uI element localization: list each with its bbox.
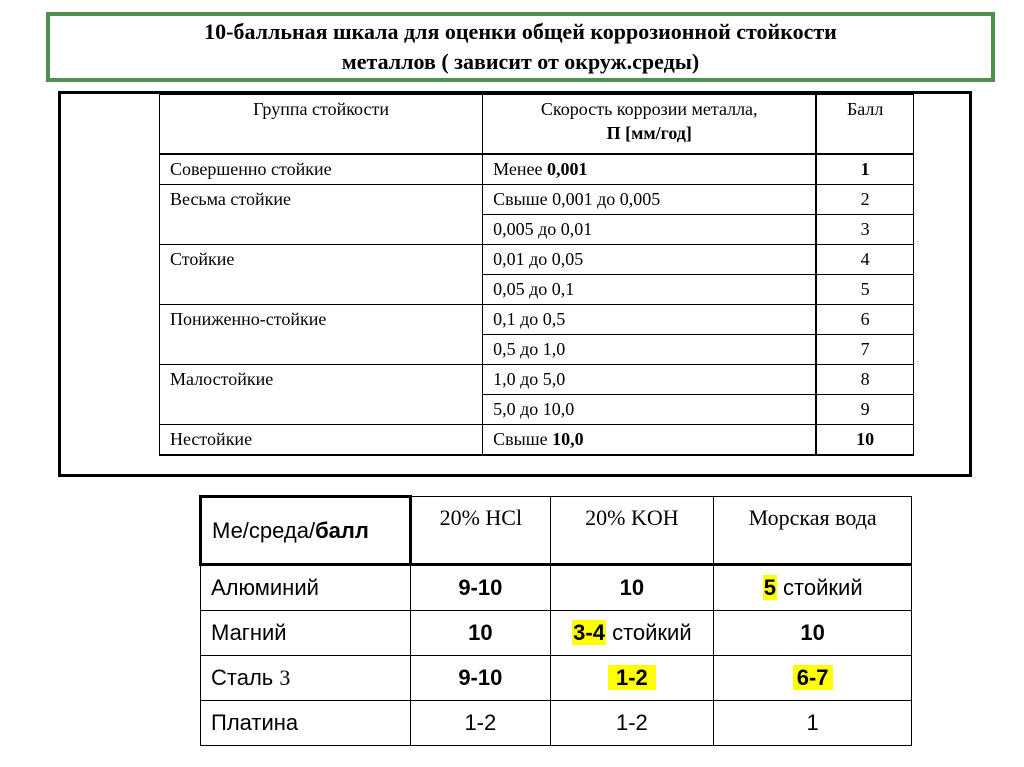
- table-row: [160, 275, 914, 305]
- table-row: [160, 185, 914, 215]
- hcl-cell: 9-10: [411, 656, 550, 701]
- koh-cell: 3-4 стойкий: [550, 611, 714, 656]
- header-sea-water: Морская вода: [714, 497, 912, 565]
- table-row: [160, 425, 914, 456]
- header-score: Балл: [816, 95, 913, 155]
- sea-cell: 1: [714, 701, 912, 746]
- title-line-1: 10-балльная шкала для оценки общей коррозионной стойкости: [204, 19, 837, 44]
- koh-cell: 1-2: [550, 701, 714, 746]
- table-row: [160, 215, 914, 245]
- metal-cell: Алюминий: [201, 565, 411, 611]
- header-hcl: 20% HCl: [411, 497, 550, 565]
- highlight: 3-4: [573, 620, 605, 645]
- table-row: [160, 335, 914, 365]
- header-rate-line-1: Скорость коррозии металла,: [540, 99, 758, 119]
- media-table: [199, 495, 912, 746]
- media-table-header-row: [201, 497, 912, 565]
- table-row: [160, 154, 914, 185]
- metal-cell: Платина: [201, 701, 411, 746]
- score-cell: 5: [816, 275, 913, 305]
- rate-cell: 0,05 до 0,1: [483, 275, 817, 305]
- group-cell: Стойкие: [160, 245, 483, 275]
- score-cell: 1: [816, 154, 913, 185]
- title-line-2: металлов ( зависит от окруж.среды): [341, 49, 700, 74]
- rate-cell: Менее 0,001: [483, 154, 817, 185]
- score-cell: 4: [816, 245, 913, 275]
- highlight: 6-7: [793, 665, 833, 690]
- group-cell: [160, 335, 483, 365]
- table-row: [160, 395, 914, 425]
- sea-cell: [714, 656, 912, 701]
- rate-cell: Свыше 10,0: [483, 425, 817, 456]
- group-cell: Пониженно-стойкие: [160, 305, 483, 335]
- sea-cell: 10: [714, 611, 912, 656]
- highlight: 1-2: [608, 665, 656, 690]
- hcl-cell: 1-2: [411, 701, 550, 746]
- rate-cell: 0,1 до 0,5: [483, 305, 817, 335]
- metal-cell: Магний: [201, 611, 411, 656]
- header-metal-medium-score: Ме/среда/балл: [201, 497, 411, 565]
- group-cell: Нестойкие: [160, 425, 483, 456]
- koh-cell: [550, 656, 714, 701]
- table-row: [160, 305, 914, 335]
- rate-cell: 1,0 до 5,0: [483, 365, 817, 395]
- score-cell: 8: [816, 365, 913, 395]
- group-cell: Малостойкие: [160, 365, 483, 395]
- sea-cell: 5 стойкий: [714, 565, 912, 611]
- header-rate: [483, 95, 817, 155]
- group-cell: [160, 395, 483, 425]
- group-cell: Совершенно стойкие: [160, 154, 483, 185]
- scale-table-header-row: [160, 95, 914, 155]
- rate-cell: Свыше 0,001 до 0,005: [483, 185, 817, 215]
- corrosion-scale-table: [159, 94, 914, 456]
- score-cell: 3: [816, 215, 913, 245]
- koh-cell: 10: [550, 565, 714, 611]
- table-row: [160, 245, 914, 275]
- group-cell: Весьма стойкие: [160, 185, 483, 215]
- header-rate-line-2: П [мм/год]: [606, 123, 692, 143]
- table-row: [201, 701, 912, 746]
- page-title: [204, 17, 837, 77]
- highlight: 5: [763, 575, 776, 600]
- header-koh: 20% KOH: [550, 497, 714, 565]
- header-group: Группа стойкости: [160, 95, 483, 155]
- table-row: [160, 365, 914, 395]
- rate-cell: 0,005 до 0,01: [483, 215, 817, 245]
- metal-cell: Сталь 3: [201, 656, 411, 701]
- table-row: [201, 611, 912, 656]
- score-cell: 6: [816, 305, 913, 335]
- score-cell: 7: [816, 335, 913, 365]
- score-cell: 10: [816, 425, 913, 456]
- title-box: [46, 12, 995, 82]
- table-row: [201, 656, 912, 701]
- rate-cell: 0,5 до 1,0: [483, 335, 817, 365]
- hcl-cell: 10: [411, 611, 550, 656]
- rate-cell: 5,0 до 10,0: [483, 395, 817, 425]
- rate-cell: 0,01 до 0,05: [483, 245, 817, 275]
- score-cell: 2: [816, 185, 913, 215]
- score-cell: 9: [816, 395, 913, 425]
- group-cell: [160, 215, 483, 245]
- group-cell: [160, 275, 483, 305]
- hcl-cell: 9-10: [411, 565, 550, 611]
- table-row: [201, 565, 912, 611]
